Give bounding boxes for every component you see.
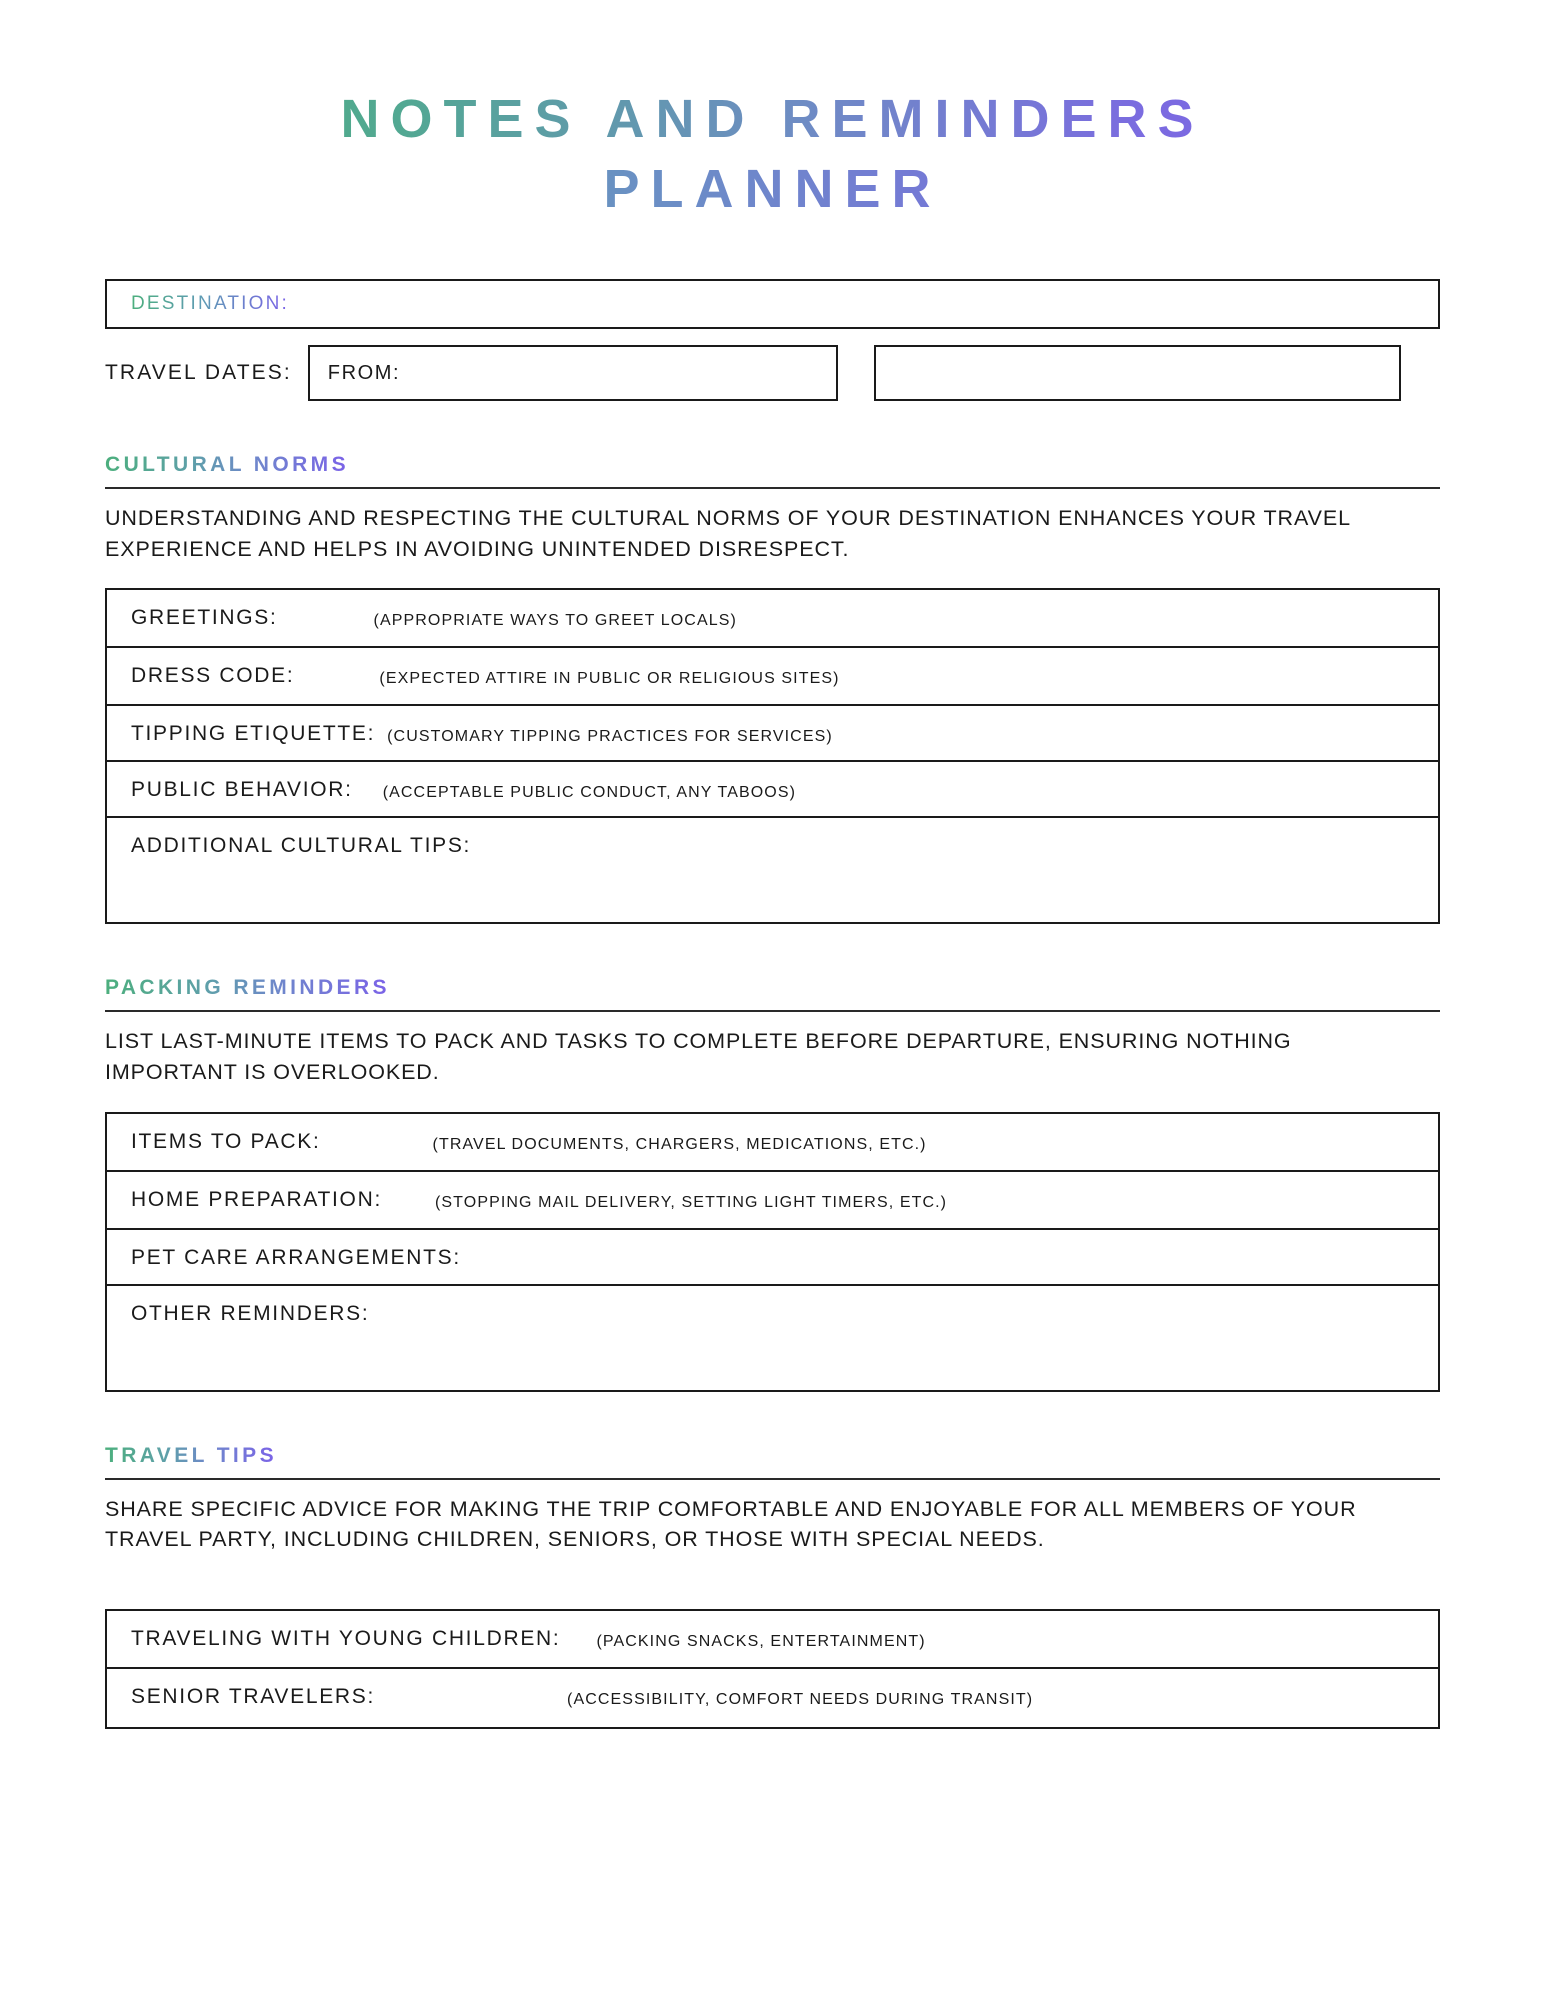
row-hint: (CUSTOMARY TIPPING PRACTICES FOR SERVICES) xyxy=(387,728,833,746)
travel-date-to-field[interactable] xyxy=(874,345,1401,401)
section-heading-travel-tips: TRAVEL TIPS xyxy=(105,1443,277,1467)
table-row[interactable] xyxy=(107,1172,1438,1230)
row-hint: (PACKING SNACKS, ENTERTAINMENT) xyxy=(596,1632,926,1650)
table-row[interactable] xyxy=(107,762,1438,818)
row-label: SENIOR TRAVELERS: xyxy=(131,1684,376,1708)
row-hint: (ACCEPTABLE PUBLIC CONDUCT, ANY TABOOS) xyxy=(382,784,797,802)
table-row[interactable] xyxy=(107,1230,1438,1286)
table-row[interactable] xyxy=(107,706,1438,762)
row-label: TRAVELING WITH YOUNG CHILDREN: xyxy=(131,1626,561,1650)
row-label: DRESS CODE: xyxy=(131,664,295,688)
travel-dates-label: TRAVEL DATES: xyxy=(105,361,292,385)
row-label: TIPPING ETIQUETTE: xyxy=(131,722,376,746)
page-title xyxy=(105,0,1440,221)
destination-field[interactable] xyxy=(105,279,1440,329)
row-label: PET CARE ARRANGEMENTS: xyxy=(131,1245,461,1269)
row-label: ADDITIONAL CULTURAL TIPS: xyxy=(131,834,472,858)
table-row[interactable] xyxy=(107,1611,1438,1669)
row-label: HOME PREPARATION: xyxy=(131,1187,382,1211)
section-packing-reminders xyxy=(105,976,1440,1391)
row-hint: (ACCESSIBILITY, COMFORT NEEDS DURING TRANSIT) xyxy=(567,1690,1034,1708)
table-row[interactable] xyxy=(107,1286,1438,1390)
section-heading-packing-reminders: PACKING REMINDERS xyxy=(105,976,390,1000)
table-row[interactable] xyxy=(107,1669,1438,1727)
row-hint: (TRAVEL DOCUMENTS, CHARGERS, MEDICATIONS, ETC.) xyxy=(432,1135,927,1153)
section-divider xyxy=(105,1010,1440,1012)
section-description-packing-reminders: LIST LAST-MINUTE ITEMS TO PACK AND TASKS TO COMPLETE BEFORE DEPARTURE, ENSURING NOTHING IMPORTANT IS OVERLOOKED. xyxy=(105,1029,1292,1084)
destination-label: DESTINATION: xyxy=(131,293,289,315)
row-hint: (EXPECTED ATTIRE IN PUBLIC OR RELIGIOUS SITES) xyxy=(379,670,840,688)
section-description-travel-tips: SHARE SPECIFIC ADVICE FOR MAKING THE TRIP COMFORTABLE AND ENJOYABLE FOR ALL MEMBERS OF YOUR TRAVEL PARTY, INCLUDING CHILDREN, SENIORS, OR THOSE WITH SPECIAL NEEDS. xyxy=(105,1496,1357,1552)
row-hint: (APPROPRIATE WAYS TO GREET LOCALS) xyxy=(373,612,737,630)
table-row[interactable] xyxy=(107,818,1438,922)
trip-header-fields xyxy=(105,279,1440,401)
section-description-cultural-norms: UNDERSTANDING AND RESPECTING THE CULTURAL NORMS OF YOUR DESTINATION ENHANCES YOUR TRAVEL EXPERIENCE AND HELPS IN AVOIDING UNINTENDED DISRESPECT. xyxy=(105,506,1351,561)
section-divider xyxy=(105,487,1440,489)
page-title-line-1: NOTES AND REMINDERS xyxy=(105,88,1440,152)
table-row[interactable] xyxy=(107,648,1438,706)
row-label: OTHER REMINDERS: xyxy=(131,1301,370,1325)
travel-dates-row xyxy=(105,345,1440,401)
row-label: ITEMS TO PACK: xyxy=(131,1129,321,1153)
row-label: PUBLIC BEHAVIOR: xyxy=(131,778,353,802)
row-label: GREETINGS: xyxy=(131,606,278,630)
packing-reminders-table xyxy=(105,1112,1440,1392)
travel-tips-table xyxy=(105,1609,1440,1729)
section-cultural-norms xyxy=(105,453,1440,924)
travel-date-from-field[interactable] xyxy=(308,345,838,401)
page-title-line-2: PLANNER xyxy=(105,158,1440,222)
section-heading-cultural-norms: CULTURAL NORMS xyxy=(105,453,349,477)
table-row[interactable] xyxy=(107,1114,1438,1172)
section-travel-tips xyxy=(105,1444,1440,1729)
row-hint: (STOPPING MAIL DELIVERY, SETTING LIGHT TIMERS, ETC.) xyxy=(434,1193,948,1211)
section-divider xyxy=(105,1478,1440,1480)
from-label: FROM: xyxy=(327,361,401,384)
cultural-norms-table xyxy=(105,588,1440,924)
table-row[interactable] xyxy=(107,590,1438,648)
